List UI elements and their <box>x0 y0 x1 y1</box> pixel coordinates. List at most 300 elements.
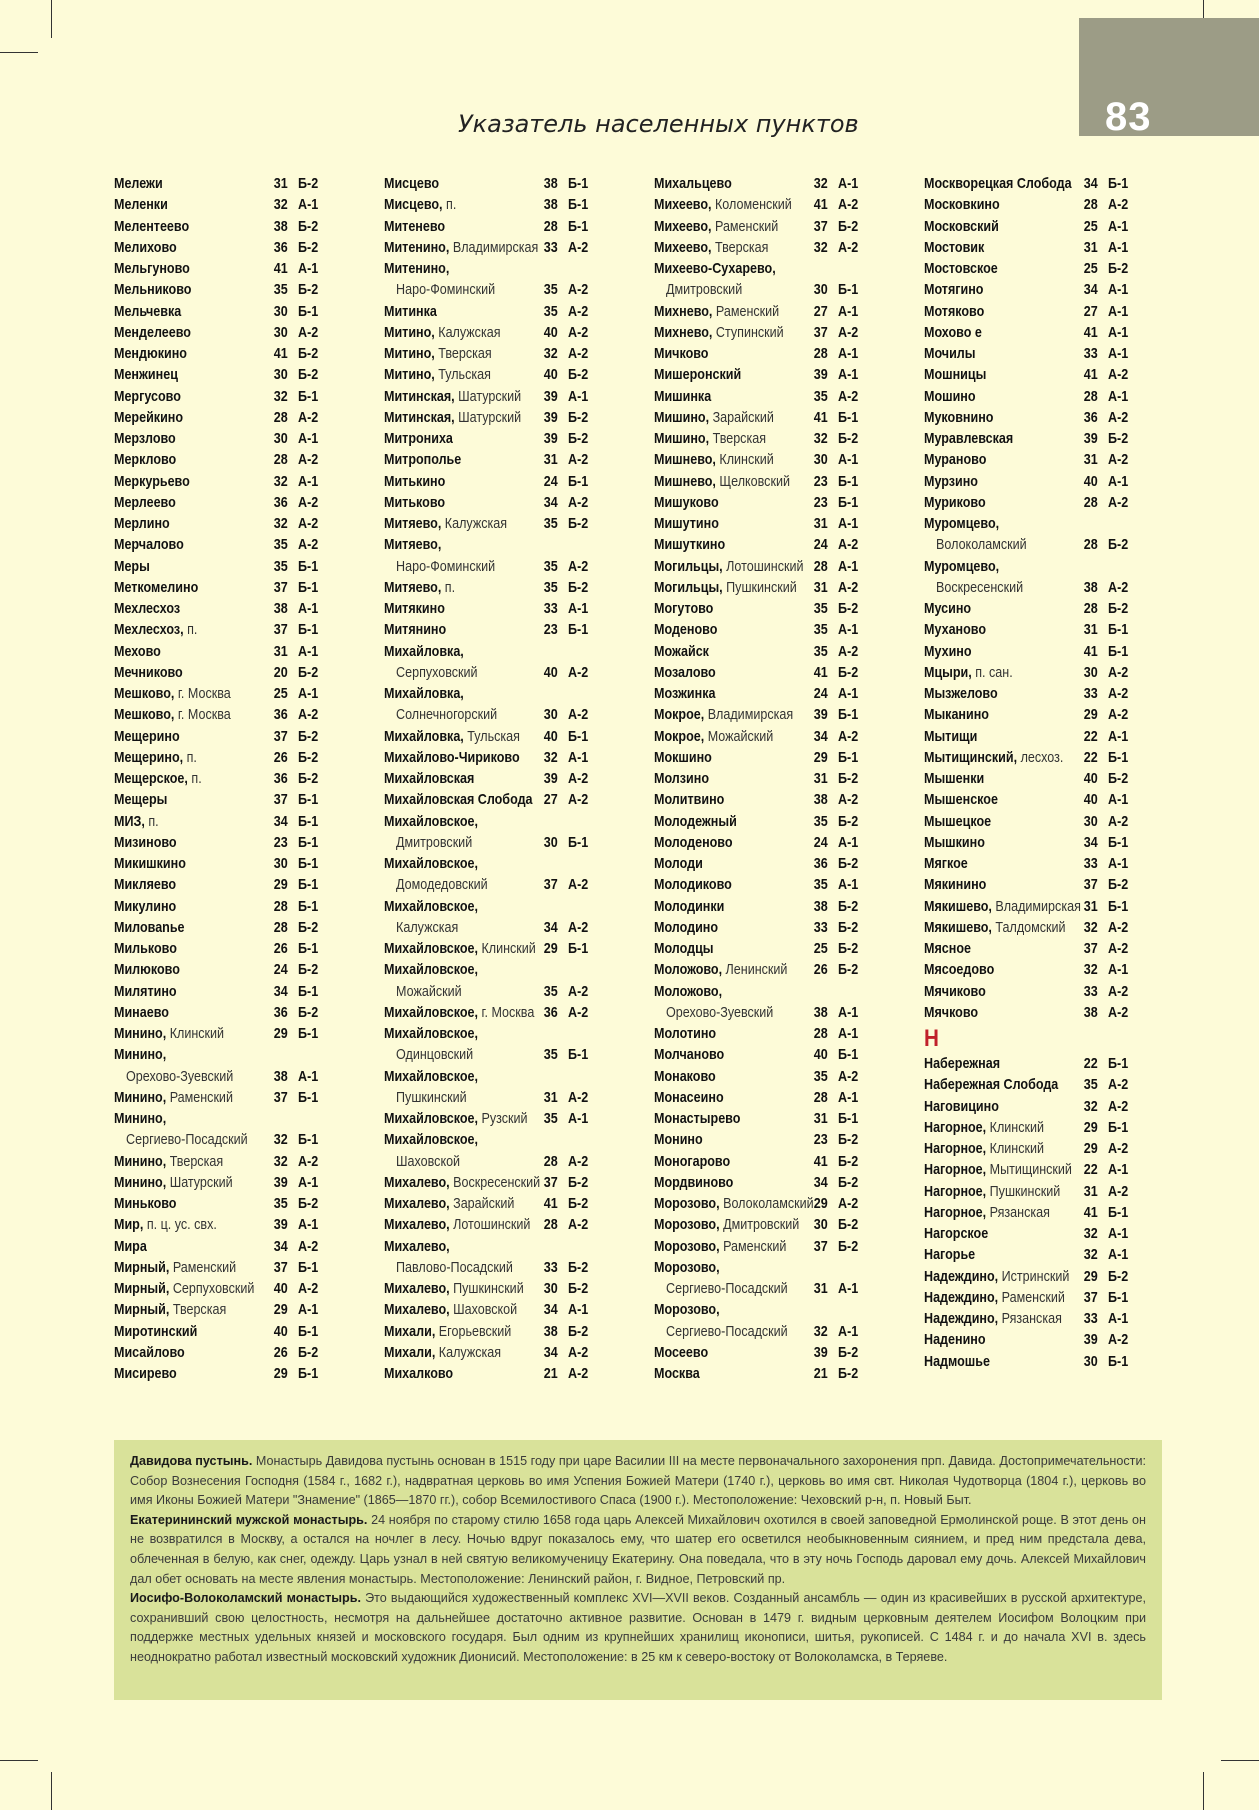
entry-name: Митрополье <box>384 452 462 469</box>
entry-name: Надеждино, <box>924 1311 999 1327</box>
entry-grid: Б-1 <box>298 622 319 639</box>
entry-page: 24 <box>543 473 558 490</box>
info-paragraph <box>114 1589 1162 1667</box>
entry-name: Мельниково <box>114 282 192 299</box>
index-entry <box>384 982 623 1003</box>
entry-page: 41 <box>1083 1204 1098 1221</box>
entry-district: Пушкинский <box>396 1089 467 1106</box>
index-entry <box>114 323 353 344</box>
entry-page: 30 <box>543 707 558 724</box>
entry-page: 37 <box>813 218 828 235</box>
entry-grid: Б-2 <box>298 282 319 299</box>
entry-grid: Б-1 <box>1108 1119 1129 1136</box>
entry-grid: А-1 <box>1108 473 1129 490</box>
entry-grid: А-1 <box>1108 303 1129 320</box>
entry-grid: А-2 <box>568 983 589 1000</box>
entry-district: Ленинский <box>722 962 788 979</box>
entry-page: 40 <box>543 728 558 745</box>
index-entry <box>654 663 893 684</box>
index-entry <box>114 1279 353 1300</box>
entry-grid: А-1 <box>1108 346 1129 362</box>
entry-page: 35 <box>273 537 288 554</box>
index-entry <box>654 238 893 259</box>
index-entry <box>924 365 1163 386</box>
entry-name: Митино, <box>384 346 435 362</box>
entry-page: 32 <box>273 1153 288 1170</box>
entry-page: 35 <box>543 983 558 1000</box>
entry-grid: А-2 <box>568 1366 589 1382</box>
index-entry <box>924 174 1163 195</box>
index-entry <box>114 897 353 918</box>
entry-page: 41 <box>1083 367 1098 384</box>
entry-page: 30 <box>273 303 288 320</box>
entry-page: 28 <box>1083 388 1098 405</box>
entry-name: Московский <box>924 218 999 235</box>
index-entry <box>384 1130 623 1151</box>
entry-grid: А-2 <box>838 792 859 809</box>
entry-grid: А-2 <box>1108 579 1129 596</box>
entry-grid: А-2 <box>568 1344 589 1361</box>
entry-name: Монино <box>654 1132 703 1149</box>
entry-district: Шаховской <box>449 1302 518 1319</box>
entry-name: Митянино <box>384 622 447 639</box>
index-entry <box>924 1075 1163 1096</box>
entry-page: 26 <box>813 962 828 979</box>
entry-district: Сергиево-Посадский <box>126 1132 248 1149</box>
index-column-3 <box>654 174 894 1385</box>
entry-name: Мехлесхоз <box>114 601 181 617</box>
index-entry <box>924 557 1163 578</box>
entry-name: Мышенское <box>924 792 998 809</box>
entry-name: Мисайлово <box>114 1344 185 1361</box>
entry-name: Микулино <box>114 898 177 915</box>
entry-name: Мураново <box>924 452 987 469</box>
index-entry <box>384 280 623 301</box>
entry-page: 29 <box>273 877 288 894</box>
entry-grid: А-2 <box>568 324 589 341</box>
entry-name: Михеево, <box>654 239 712 256</box>
entry-name: Михайловское, <box>384 941 478 957</box>
index-entry <box>654 557 893 578</box>
entry-grid: Б-2 <box>298 1196 319 1212</box>
entry-grid: Б-1 <box>298 1026 319 1042</box>
entry-page: 33 <box>543 1259 558 1276</box>
entry-page: 35 <box>273 558 288 575</box>
entry-page: 30 <box>543 1281 558 1297</box>
index-entry <box>384 472 623 493</box>
entry-name: Мусино <box>924 601 972 617</box>
index-entry <box>924 535 1163 556</box>
entry-page: 33 <box>813 919 828 936</box>
entry-name: Мокрое, <box>654 728 705 745</box>
index-entry <box>654 1300 893 1321</box>
info-text: 24 ноября по старому стилю 1658 года царь Алексей Михайлович охотился в своей заповедной Ермолинской роще. В этот день он не возвратился в Москву, а остался на ночлег в лесу. Ночью вдруг показалось ему, что шатер его осветился необыкновенным сиянием, и пред ним предстала дева, облеченная в белую, как снег, одежду. Царь узнал в ней святую великомученицу Екатерину. Она поведала, что в эту ночь Господь даровал ему дочь. Алексей Михайлович дал обет основать на месте явления монастырь. Местоположение: Ленинский район, г. Видное, Петровский пр. <box>130 1512 1146 1586</box>
entry-district: Калужская <box>435 1344 502 1361</box>
entry-page: 35 <box>543 1111 558 1127</box>
index-entry <box>924 238 1163 259</box>
entry-grid: А-1 <box>298 686 319 702</box>
entry-grid: Б-2 <box>838 898 859 915</box>
entry-district: Шаховской <box>396 1153 461 1170</box>
index-entry <box>654 982 893 1003</box>
entry-name: Митькино <box>384 473 446 490</box>
entry-name: Молчаново <box>654 1047 725 1064</box>
entry-page: 35 <box>813 813 828 830</box>
entry-page: 37 <box>543 877 558 894</box>
index-entry <box>114 1300 353 1321</box>
entry-grid: А-1 <box>838 516 859 532</box>
entry-name: Нагорское <box>924 1226 989 1242</box>
info-title: Иосифо-Волоколамский монастырь. <box>130 1591 361 1606</box>
entry-page: 35 <box>813 601 828 617</box>
entry-grid: А-2 <box>1108 1141 1129 1157</box>
entry-page: 30 <box>813 1217 828 1234</box>
entry-grid: А-1 <box>298 1174 319 1191</box>
entry-name: Михайлово-Чириково <box>384 749 520 766</box>
section-letter-text: Н <box>924 1025 939 1052</box>
entry-district: лесхоз. <box>1017 749 1064 766</box>
entry-grid: Б-1 <box>1108 1204 1129 1221</box>
index-entry <box>924 514 1163 535</box>
entry-name: Муромцево, <box>924 516 1000 532</box>
index-entry <box>924 1245 1163 1266</box>
index-entry <box>924 1054 1163 1075</box>
entry-name: Мячиково <box>924 983 986 1000</box>
entry-grid: Б-1 <box>298 834 319 851</box>
entry-district: п. <box>144 813 159 830</box>
entry-page: 39 <box>1083 431 1098 447</box>
entry-page: 31 <box>1083 622 1098 639</box>
entry-page: 32 <box>1083 1226 1098 1242</box>
entry-page: 37 <box>273 1259 288 1276</box>
entry-grid: А-2 <box>298 324 319 341</box>
entry-grid: А-2 <box>1108 919 1129 936</box>
entry-page: 33 <box>543 601 558 617</box>
entry-grid: А-2 <box>298 707 319 724</box>
entry-grid: Б-2 <box>568 431 589 447</box>
entry-district: Серпуховский <box>396 664 478 681</box>
entry-page: 34 <box>543 1302 558 1319</box>
entry-name: Мергусово <box>114 388 181 405</box>
index-entry <box>114 982 353 1003</box>
entry-page: 37 <box>1083 1289 1098 1306</box>
index-entry <box>924 493 1163 514</box>
index-entry <box>384 1024 623 1045</box>
entry-grid: Б-2 <box>298 919 319 936</box>
entry-page: 41 <box>1083 324 1098 341</box>
entry-grid: А-1 <box>838 1026 859 1042</box>
entry-name: Наговицино <box>924 1098 999 1115</box>
info-text: Монастырь Давидова пустынь основан в 1515 году при царе Василии III на месте первоначального захоронения прп. Давида. Достопримечательности: Собор Вознесения Господня (1584 г., 1682 г.), надвратная церковь во имя Успения Божией Матери (1740 г.), церковь во имя свт. Николая Чудотворца (1804 г.), церковь во имя Иконы Божией Матери "Знамение" (1865—1870 гг.), собор Всемилостивого Спаса (1900 г.). Местоположение: Чеховский р-н, п. Новый Быт. <box>130 1454 1146 1508</box>
entry-grid: А-1 <box>838 686 859 702</box>
entry-name: Молодиково <box>654 877 732 894</box>
index-entry <box>384 535 623 556</box>
entry-page: 30 <box>273 324 288 341</box>
entry-district: Шатурский <box>166 1174 233 1191</box>
entry-name: Моденово <box>654 622 718 639</box>
index-entry <box>384 875 623 896</box>
entry-name: Менжинец <box>114 367 178 384</box>
entry-grid: А-1 <box>568 388 589 405</box>
entry-name: Митякино <box>384 601 445 617</box>
entry-page: 28 <box>543 1153 558 1170</box>
index-entry <box>384 578 623 599</box>
entry-page: 40 <box>543 324 558 341</box>
entry-grid: А-1 <box>838 452 859 469</box>
info-paragraph <box>114 1440 1162 1511</box>
index-entry <box>924 1309 1163 1330</box>
index-entry <box>114 748 353 769</box>
entry-page: 32 <box>813 239 828 256</box>
entry-name: Михайловка, <box>384 686 464 702</box>
entry-grid: Б-2 <box>1108 537 1129 554</box>
entry-district: Клинский <box>715 452 774 469</box>
entry-district: Волоколамский <box>719 1196 814 1212</box>
index-entry <box>384 790 623 811</box>
entry-page: 30 <box>1083 813 1098 830</box>
index-entry <box>114 939 353 960</box>
entry-district: Дмитровский <box>719 1217 800 1234</box>
entry-page: 39 <box>543 771 558 787</box>
entry-name: Мечниково <box>114 664 183 681</box>
entry-page: 40 <box>813 1047 828 1064</box>
entry-name: Морозово, <box>654 1196 720 1212</box>
entry-grid: А-1 <box>838 1089 859 1106</box>
entry-district: Тульская <box>463 728 520 745</box>
index-entry <box>654 790 893 811</box>
index-entry <box>924 323 1163 344</box>
entry-name: Мисцево <box>384 176 440 192</box>
entry-grid: Б-2 <box>568 516 589 532</box>
entry-grid: А-1 <box>838 367 859 384</box>
entry-name: Мызжелово <box>924 686 998 702</box>
entry-name: Михайловская Слобода <box>384 792 533 809</box>
index-entry <box>384 1364 623 1385</box>
index-entry <box>114 195 353 216</box>
entry-grid: Б-1 <box>298 1323 319 1340</box>
entry-page: 32 <box>543 346 558 362</box>
entry-name: Мишино, <box>654 409 710 426</box>
entry-name: Микляево <box>114 877 177 894</box>
entry-district: Владимирская <box>991 898 1081 915</box>
entry-name: Нагорное, <box>924 1183 987 1200</box>
entry-page: 24 <box>273 962 288 979</box>
entry-page: 29 <box>813 749 828 766</box>
entry-district: Волоколамский <box>936 537 1027 554</box>
entry-grid: Б-1 <box>298 388 319 405</box>
index-entry <box>384 642 623 663</box>
entry-name: Мишутино <box>654 516 719 532</box>
entry-name: Муриково <box>924 494 986 511</box>
entry-grid: Б-2 <box>298 1004 319 1021</box>
index-entry <box>114 1045 353 1066</box>
entry-name: Михали, <box>384 1323 436 1340</box>
entry-page: 25 <box>1083 261 1098 277</box>
info-box <box>114 1440 1162 1700</box>
entry-grid: Б-2 <box>1108 601 1129 617</box>
index-entry <box>654 1088 893 1109</box>
entry-grid: Б-2 <box>838 431 859 447</box>
index-entry <box>924 195 1163 216</box>
index-entry <box>924 450 1163 471</box>
entry-page: 28 <box>813 558 828 575</box>
index-entry <box>384 1045 623 1066</box>
entry-page: 30 <box>543 834 558 851</box>
entry-name: Михалево, <box>384 1174 450 1191</box>
entry-district: Тверская <box>434 346 492 362</box>
index-entry <box>114 472 353 493</box>
entry-page: 39 <box>813 1344 828 1361</box>
entry-grid: Б-1 <box>568 728 589 745</box>
entry-grid: Б-1 <box>1108 622 1129 639</box>
entry-page: 36 <box>273 771 288 787</box>
entry-name: Молоденово <box>654 834 733 851</box>
entry-page: 34 <box>273 813 288 830</box>
entry-name: Нагорье <box>924 1247 976 1264</box>
entry-name: Наденино <box>924 1332 986 1349</box>
entry-grid: Б-1 <box>298 1132 319 1149</box>
entry-grid: Б-2 <box>298 749 319 766</box>
entry-page: 40 <box>1083 771 1098 787</box>
entry-page: 34 <box>813 1174 828 1191</box>
entry-grid: А-1 <box>1108 282 1129 299</box>
entry-district: Шатурский <box>454 388 522 405</box>
entry-page: 22 <box>1083 749 1098 766</box>
entry-page: 31 <box>813 516 828 532</box>
entry-page: 35 <box>813 643 828 660</box>
entry-page: 28 <box>543 1217 558 1234</box>
index-entry <box>924 1139 1163 1160</box>
entry-name: Мухино <box>924 643 972 660</box>
entry-name: Михеево-Сухарево, <box>654 261 776 277</box>
entry-name: Муромцево, <box>924 558 1000 575</box>
entry-grid: А-1 <box>298 1068 319 1085</box>
index-entry <box>384 302 623 323</box>
index-entry <box>924 280 1163 301</box>
entry-page: 41 <box>813 197 828 214</box>
entry-page: 31 <box>1083 1183 1098 1200</box>
entry-page: 38 <box>273 601 288 617</box>
index-entry <box>654 833 893 854</box>
entry-grid: А-1 <box>838 1281 859 1297</box>
entry-page: 35 <box>543 579 558 596</box>
index-entry <box>654 535 893 556</box>
index-entry <box>654 748 893 769</box>
entry-grid: Б-1 <box>568 1047 589 1064</box>
entry-name: Михалево, <box>384 1217 450 1234</box>
index-entry <box>384 365 623 386</box>
entry-page: 32 <box>1083 962 1098 979</box>
index-entry <box>384 1322 623 1343</box>
entry-district: Можайский <box>396 983 462 1000</box>
index-entry <box>114 1343 353 1364</box>
index-entry <box>384 897 623 918</box>
index-entry <box>384 429 623 450</box>
entry-page: 21 <box>543 1366 558 1382</box>
index-entry <box>924 1203 1163 1224</box>
entry-page: 40 <box>543 664 558 681</box>
entry-name: Миротинский <box>114 1323 198 1340</box>
index-entry <box>654 769 893 790</box>
entry-grid: А-2 <box>298 1153 319 1170</box>
entry-page: 39 <box>543 388 558 405</box>
index-entry <box>654 195 893 216</box>
entry-page: 29 <box>1083 1268 1098 1285</box>
entry-grid: А-1 <box>1108 1247 1129 1264</box>
entry-name: Мерчалово <box>114 537 184 554</box>
entry-name: Михалево, <box>384 1196 450 1212</box>
entry-grid: Б-2 <box>298 1344 319 1361</box>
entry-page: 28 <box>543 218 558 235</box>
index-entry <box>384 1237 623 1258</box>
entry-name: Митяево, <box>384 537 442 554</box>
entry-page: 34 <box>543 494 558 511</box>
entry-grid: Б-2 <box>838 1366 859 1382</box>
crop-mark <box>1203 1772 1204 1810</box>
entry-district: Орехово-Зуевский <box>666 1004 774 1021</box>
entry-district: п. <box>183 749 197 766</box>
entry-page: 33 <box>1083 856 1098 872</box>
index-column-4 <box>924 174 1164 1373</box>
entry-grid: А-2 <box>1108 664 1129 681</box>
entry-name: Минино, <box>114 1174 167 1191</box>
entry-name: Мишнево, <box>654 473 716 490</box>
entry-name: Михнево, <box>654 324 713 341</box>
entry-district: Владимирская <box>449 239 539 256</box>
entry-name: МИЗ, <box>114 813 145 830</box>
index-entry <box>654 620 893 641</box>
index-entry <box>654 302 893 323</box>
index-entry <box>384 1194 623 1215</box>
crop-mark <box>51 0 52 38</box>
index-entry <box>654 578 893 599</box>
index-entry <box>384 705 623 726</box>
entry-grid: А-2 <box>1108 452 1129 469</box>
entry-name: Михайловское, <box>384 1068 478 1085</box>
entry-district: Тверская <box>709 431 767 447</box>
entry-name: Мирный, <box>114 1281 170 1297</box>
entry-name: Меленки <box>114 197 168 214</box>
entry-grid: А-2 <box>838 1196 859 1212</box>
entry-grid: А-2 <box>298 1238 319 1255</box>
entry-name: Мыканино <box>924 707 989 724</box>
index-entry <box>654 960 893 981</box>
entry-district: Истринский <box>998 1268 1070 1285</box>
entry-name: Мохово е <box>924 324 982 341</box>
index-entry <box>114 1258 353 1279</box>
entry-name: Мещеры <box>114 792 168 809</box>
entry-page: 31 <box>813 771 828 787</box>
entry-name: Михайловское, <box>384 1132 478 1149</box>
entry-grid: Б-1 <box>838 409 859 426</box>
entry-page: 34 <box>813 728 828 745</box>
entry-grid: А-2 <box>1108 941 1129 957</box>
entry-name: Мозалово <box>654 664 716 681</box>
entry-page: 22 <box>1083 728 1098 745</box>
entry-name: Мочилы <box>924 346 976 362</box>
index-entry <box>924 578 1163 599</box>
entry-name: Митенино, <box>384 261 450 277</box>
entry-grid: А-1 <box>298 643 319 660</box>
entry-name: Мишинка <box>654 388 712 405</box>
entry-page: 35 <box>543 558 558 575</box>
entry-page: 33 <box>1083 1311 1098 1327</box>
index-entry <box>924 875 1163 896</box>
entry-grid: Б-1 <box>298 898 319 915</box>
entry-grid: Б-1 <box>838 707 859 724</box>
index-entry <box>654 1258 893 1279</box>
index-entry <box>654 450 893 471</box>
